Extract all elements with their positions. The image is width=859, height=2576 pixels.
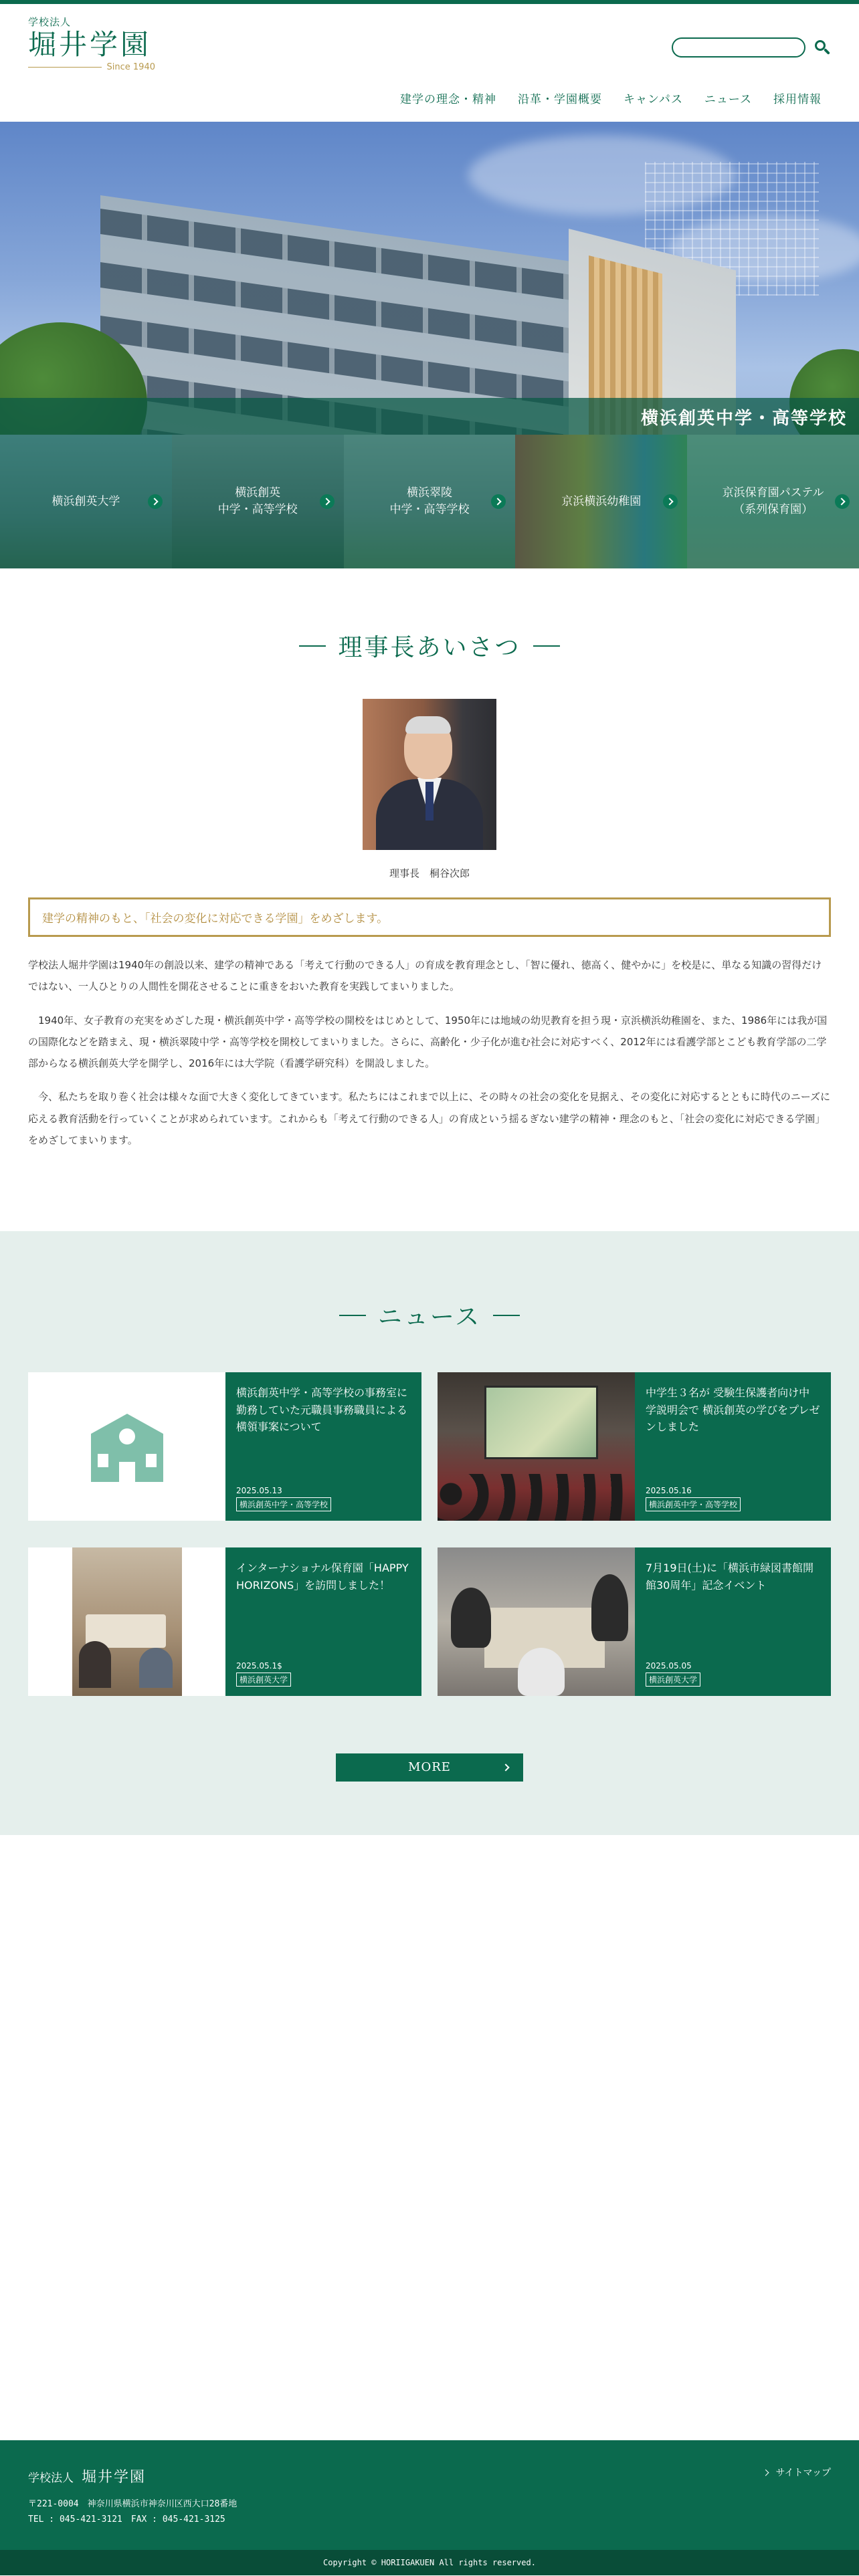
presentation-photo: [438, 1372, 635, 1521]
photo-audience: [438, 1474, 635, 1521]
news-info: [635, 1547, 831, 1696]
heading-dash: [493, 1315, 520, 1316]
school-tile-kindergarten[interactable]: [515, 435, 687, 568]
news-title-text: 7月19日(土)に「横浜市緑図書館開館30周年」記念イベント: [646, 1562, 814, 1592]
search-box: [672, 37, 831, 58]
photo-person: [591, 1574, 628, 1641]
greeting-title: 理事長あいさつ: [338, 634, 521, 661]
portrait-wrap: [28, 699, 831, 880]
footer-org-name: 堀井学園: [82, 2469, 147, 2486]
heading-dash: [299, 645, 326, 647]
greeting-paragraph: 今、私たちを取り巻く社会は様々な面で大きく変化してきています。私たちにはこれまで以上に、その時々の社会の変化を見据え、その変化に対応するとともに時代のニーズに応える教育活動を行っていくことが求められています。これからも「考えて行動のできる人」の育成という揺るぎない建学の精神・理念のもと、「社会の変化に対応できる学園」をめざしてまいります。: [28, 1091, 830, 1146]
icon-window: [146, 1454, 157, 1467]
news-info: [225, 1372, 421, 1521]
footer-tel: TEL : 045-421-3121 FAX : 045-421-3125: [28, 2514, 225, 2525]
greeting-lead: 建学の精神のもと、「社会の変化に対応できる学園」をめざします。: [28, 897, 831, 937]
blank-area: [0, 1835, 859, 2440]
photo-person: [139, 1648, 173, 1688]
news-date: 2025.05.1$: [236, 1661, 282, 1671]
school-tile-university[interactable]: [0, 435, 172, 568]
chevron-right-icon: [320, 494, 335, 509]
search-input[interactable]: [672, 37, 805, 58]
hero-caption-text: 横浜創英中学・高等学校: [640, 409, 847, 429]
footer-org: [28, 2466, 831, 2486]
site-logo[interactable]: [28, 15, 155, 72]
chevron-right-icon: [502, 1763, 509, 1771]
heading-dash: [533, 645, 560, 647]
more-label: MORE: [408, 1760, 451, 1774]
footer-org-prefix: 学校法人: [28, 2472, 74, 2485]
news-title-text: 中学生３名が 受験生保護者向け中学説明会で 横浜創英の学びをプレゼンしました: [646, 1386, 820, 1434]
news-card[interactable]: [438, 1547, 831, 1696]
chevron-right-icon: [148, 494, 163, 509]
nav-news[interactable]: ニュース: [704, 93, 752, 106]
news-date: 2025.05.05: [646, 1661, 692, 1671]
news-more-button[interactable]: [336, 1753, 523, 1782]
footer-contact: [28, 2497, 831, 2528]
greeting-section: [0, 568, 859, 1231]
photo-person: [79, 1641, 111, 1688]
site-footer: [0, 2440, 859, 2550]
news-tag: 横浜創英大学: [236, 1673, 291, 1687]
greeting-paragraph: 1940年、女子教育の充実をめざした現・横浜創英中学・高等学校の開校をはじめとして、1950年には地域の幼児教育を担う現・京浜横浜幼稚園を、また、1986年には我が国の国際化などを踏まえ、現・横浜翠陵中学・高等学校を開校してまいりました。さらに、高齢化・少子化が進む社会に対応すべく、2012年には看護学部とこども教育学部の二学部からなる横浜創英大学を開学し、2016年には大学院（看護学研究科）を開設しました。: [28, 1014, 828, 1069]
chairman-caption: 理事長 桐谷次郎: [389, 867, 470, 879]
nav-campus[interactable]: キャンパス: [624, 93, 683, 106]
icon-door: [119, 1462, 135, 1482]
classroom-photo: [72, 1547, 182, 1696]
news-card[interactable]: [28, 1372, 421, 1521]
tile-label: 京浜保育園パステル （系列保育園）: [722, 486, 824, 516]
school-tile-nursery[interactable]: [687, 435, 859, 568]
photo-tie: [425, 782, 434, 821]
footer-address: 〒221-0004 神奈川県横浜市神奈川区西大口28番地: [28, 2499, 237, 2509]
news-card[interactable]: [28, 1547, 421, 1696]
logo-since: [28, 62, 155, 72]
news-title-text: インターナショナル保育園「HAPPY HORIZONS」を訪問しました！: [236, 1562, 409, 1592]
more-wrap: [28, 1753, 831, 1782]
news-section: [0, 1231, 859, 1835]
logo-sub: 学校法人: [28, 16, 72, 28]
hero-section: [0, 122, 859, 568]
chairman-photo: [363, 699, 496, 850]
global-nav: [400, 90, 822, 106]
photo-person: [518, 1648, 565, 1696]
heading-dash: [339, 1315, 366, 1316]
greeting-paragraph: 学校法人堀井学園は1940年の創設以来、建学の精神である「考えて行動のできる人」の育成を教育理念とし、「智に優れ、徳高く、健やかに」を校是に、単なる知識の習得だけではない、一人ひとりの人間性を開花させることに重きをおいた教育を実践してまいりました。: [28, 959, 822, 993]
copyright: Copyright © HORIIGAKUEN All rights reserved.: [0, 2550, 859, 2575]
site-header: [0, 4, 859, 122]
logo-rule: [28, 67, 102, 68]
news-title-text: 横浜創英中学・高等学校の事務室に勤務していた元職員事務職員による横領事案について: [236, 1386, 408, 1434]
news-info: [225, 1547, 421, 1696]
news-grid: [28, 1372, 831, 1696]
logo-since-text: Since 1940: [106, 62, 155, 73]
greeting-body: [28, 954, 831, 1151]
photo-screen: [484, 1386, 598, 1459]
sitemap-link[interactable]: [763, 2466, 831, 2479]
school-tiles: [0, 435, 859, 568]
hero-caption-bar: [0, 398, 859, 435]
photo-person: [451, 1588, 491, 1648]
news-date: 2025.05.16: [646, 1486, 692, 1495]
school-tile-soei-jhs[interactable]: [172, 435, 344, 568]
news-date: 2025.05.13: [236, 1486, 282, 1495]
tile-label: 横浜創英大学: [52, 494, 120, 508]
news-card[interactable]: [438, 1372, 831, 1521]
search-icon-handle: [824, 48, 830, 55]
tile-label: 横浜創英 中学・高等学校: [217, 486, 298, 516]
logo-main: 堀井学園: [28, 28, 152, 61]
news-thumbnail: [28, 1547, 225, 1696]
nav-philosophy[interactable]: 建学の理念・精神: [400, 93, 497, 106]
event-photo: [438, 1547, 635, 1696]
tile-label: 横浜翠陵 中学・高等学校: [389, 486, 470, 516]
chevron-right-icon: [762, 2469, 769, 2476]
school-tile-suiryo-jhs[interactable]: [344, 435, 516, 568]
news-tag: 横浜創英中学・高等学校: [646, 1497, 741, 1511]
school-building-icon: [84, 1414, 170, 1482]
news-title: ニュース: [377, 1303, 482, 1331]
news-info: [635, 1372, 831, 1521]
sitemap-label: サイトマップ: [775, 2468, 831, 2478]
news-tag: 横浜創英中学・高等学校: [236, 1497, 331, 1511]
news-thumbnail: [438, 1547, 635, 1696]
news-thumbnail: [28, 1372, 225, 1521]
nav-history[interactable]: 沿革・学園概要: [518, 93, 603, 106]
nav-recruit[interactable]: 採用情報: [773, 93, 822, 106]
news-heading: [28, 1298, 831, 1332]
news-tag: 横浜創英大学: [646, 1673, 700, 1687]
photo-hair: [405, 716, 451, 734]
greeting-heading: [28, 629, 831, 663]
icon-clock: [119, 1428, 135, 1444]
icon-window: [98, 1454, 108, 1467]
news-thumbnail: [438, 1372, 635, 1521]
chevron-right-icon: [835, 494, 850, 509]
tile-label: 京浜横浜幼稚園: [561, 494, 642, 508]
search-icon[interactable]: [814, 39, 831, 56]
